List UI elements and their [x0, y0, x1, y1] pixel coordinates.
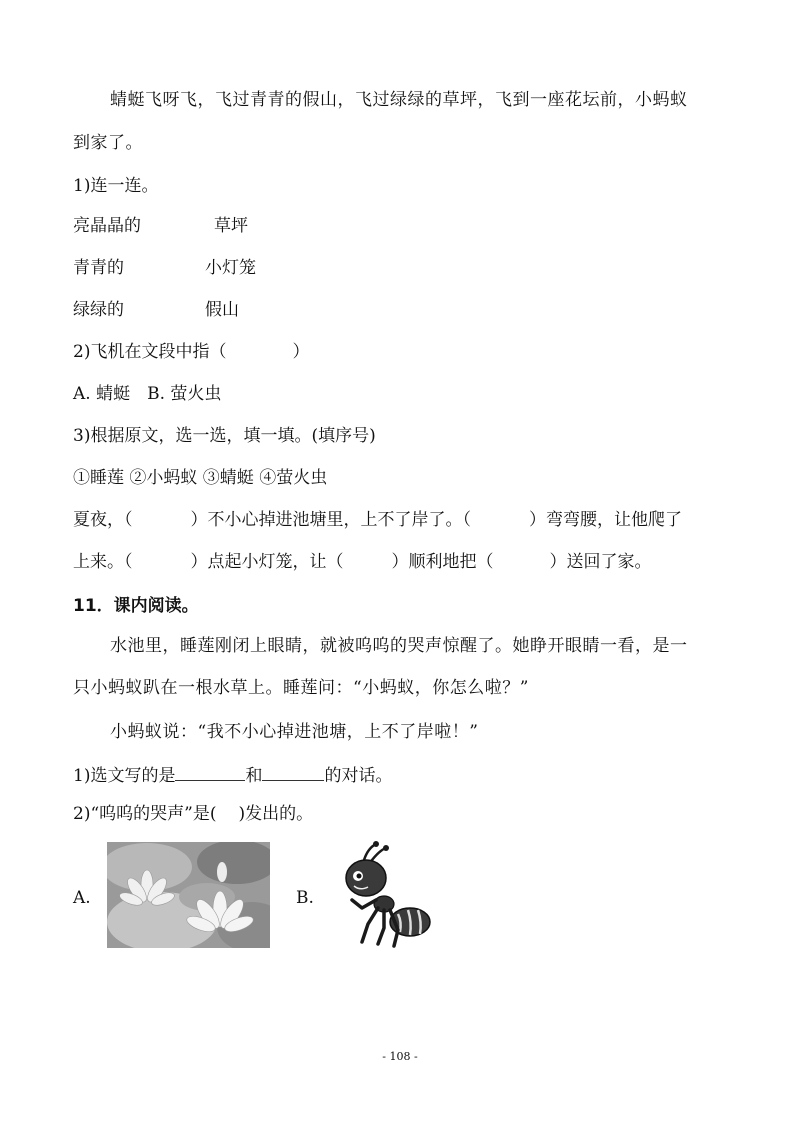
match-right-item: 小灯笼 — [205, 258, 256, 278]
match-right-item: 草坪 — [214, 216, 248, 236]
fill-text: 夏夜，（ — [73, 510, 133, 530]
fill-text: 1)选文写的是 — [73, 766, 176, 786]
fill-text: ）不小心掉进池塘里，上不了岸了。（ — [190, 510, 471, 530]
question-2-text: 2)飞机在文段中指（ — [73, 342, 227, 362]
match-left-item: 绿绿的 — [73, 300, 124, 320]
passage-line: 到家了。 — [73, 133, 143, 153]
fill-text: ）顺利地把（ — [391, 552, 494, 572]
fill-text: ）点起小灯笼，让（ — [190, 552, 344, 572]
ant-icon — [328, 838, 433, 950]
question-2 — [73, 340, 309, 364]
question-1-title: 1)连一连。 — [73, 176, 159, 196]
fill-text: 上来。（ — [73, 552, 133, 572]
question-3-title: 3)根据原文，选一选，填一填。(填序号) — [73, 426, 376, 446]
passage-line: 水池里，睡莲刚闭上眼睛，就被呜呜的哭声惊醒了。她睁开眼睛一看，是一 — [110, 636, 688, 656]
question-2-close: ） — [292, 342, 310, 362]
passage-line: 蜻蜓飞呀飞，飞过青青的假山，飞过绿绿的草坪，飞到一座花坛前，小蚂蚁 — [110, 90, 688, 110]
match-left-item: 亮晶晶的 — [73, 216, 141, 236]
passage-line: 小蚂蚁说：“我不小心掉进池塘，上不了岸啦！” — [110, 722, 479, 742]
question-3-choices: ①睡莲 ②小蚂蚁 ③蜻蜓 ④萤火虫 — [73, 468, 328, 488]
section-11-question-1 — [73, 762, 392, 788]
answer-underline[interactable] — [262, 762, 324, 781]
fill-text: )发出的。 — [238, 804, 314, 824]
water-lily-image[interactable] — [107, 842, 270, 948]
match-left-item: 青青的 — [73, 258, 124, 278]
fill-text: 的对话。 — [324, 766, 393, 786]
match-right-item: 假山 — [205, 300, 239, 320]
option-b-label: B. — [296, 888, 314, 908]
fill-text: ）弯弯腰，让他爬了 — [529, 510, 682, 530]
question-3-fill-line — [73, 508, 682, 532]
answer-underline[interactable] — [175, 762, 245, 781]
fill-text: 和 — [245, 766, 263, 786]
section-11-heading: 11．课内阅读。 — [73, 596, 199, 616]
passage-line: 只小蚂蚁趴在一根水草上。睡莲问：“小蚂蚁，你怎么啦？” — [73, 678, 529, 698]
section-11-question-2 — [73, 802, 313, 826]
fill-text: 2)“呜呜的哭声”是( — [73, 804, 217, 824]
question-3-fill-line — [73, 550, 652, 574]
ant-image[interactable] — [328, 838, 433, 950]
fill-text: ）送回了家。 — [549, 552, 652, 572]
option-a-label: A. — [73, 888, 91, 908]
water-lily-photo-icon — [107, 842, 270, 948]
page-number: - 108 - — [382, 1050, 418, 1063]
question-2-options: A. 蜻蜓 B. 萤火虫 — [73, 384, 222, 404]
